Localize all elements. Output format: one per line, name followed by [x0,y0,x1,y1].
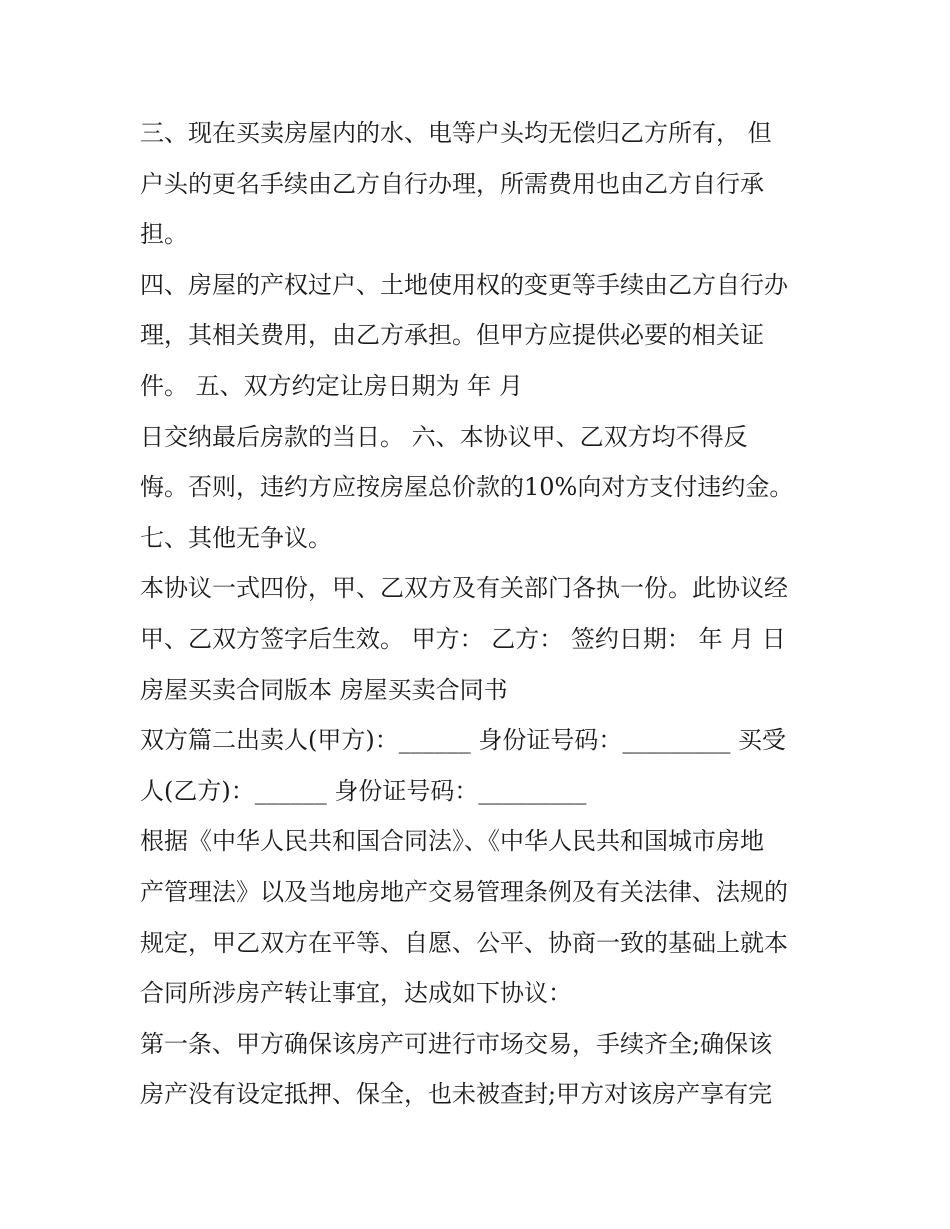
text-line: 日交纳最后房款的当日。 六、本协议甲、乙双方均不得反 [140,422,748,451]
text-line: 四、房屋的产权过户、土地使用权的变更等手续由乙方自行办 [140,270,788,299]
text-line: 七、其他无争议。 [140,523,332,552]
text-line: 产管理法》以及当地房地产交易管理条例及有关法律、法规的 [140,877,788,906]
text-line: 本协议一式四份，甲、乙双方及有关部门各执一份。此协议经 [140,574,788,603]
text-line: 规定，甲乙双方在平等、自愿、公平、协商一致的基础上就本 [140,928,788,957]
text-line: 合同所涉房产转让事宜，达成如下协议： [140,979,572,1008]
text-line: 户头的更名手续由乙方自行办理，所需费用也由乙方自行承 [140,169,764,198]
text-line: 房屋买卖合同版本 房屋买卖合同书 [140,675,508,704]
contract-body-text [140,108,830,1120]
text-line: 三、现在买卖房屋内的水、电等户头均无偿归乙方所有， 但 [140,119,772,147]
text-line: 第一条、甲方确保该房产可进行市场交易，手续齐全;确保该 [140,1029,773,1058]
text-line: 人(乙方)：______ 身份证号码：_________ [140,776,587,805]
text-line: 双方篇二出卖人(甲方)：______ 身份证号码：_________ 买受 [140,726,786,755]
text-line: 理，其相关费用，由乙方承担。但甲方应提供必要的相关证 [140,321,764,350]
text-line: 房产没有设定抵押、保全，也未被查封;甲方对该房产享有完 [140,1080,773,1109]
text-line: 甲、乙双方签字后生效。 甲方： 乙方： 签约日期： 年 月 日 [140,624,786,653]
text-line: 根据《中华人民共和国合同法》、《中华人民共和国城市房地 [140,827,764,856]
text-line: 悔。否则，违约方应按房屋总价款的10%向对方支付违约金。 [140,473,794,502]
text-line: 件。 五、双方约定让房日期为 年 月 [140,371,523,400]
text-line: 担。 [140,220,188,249]
